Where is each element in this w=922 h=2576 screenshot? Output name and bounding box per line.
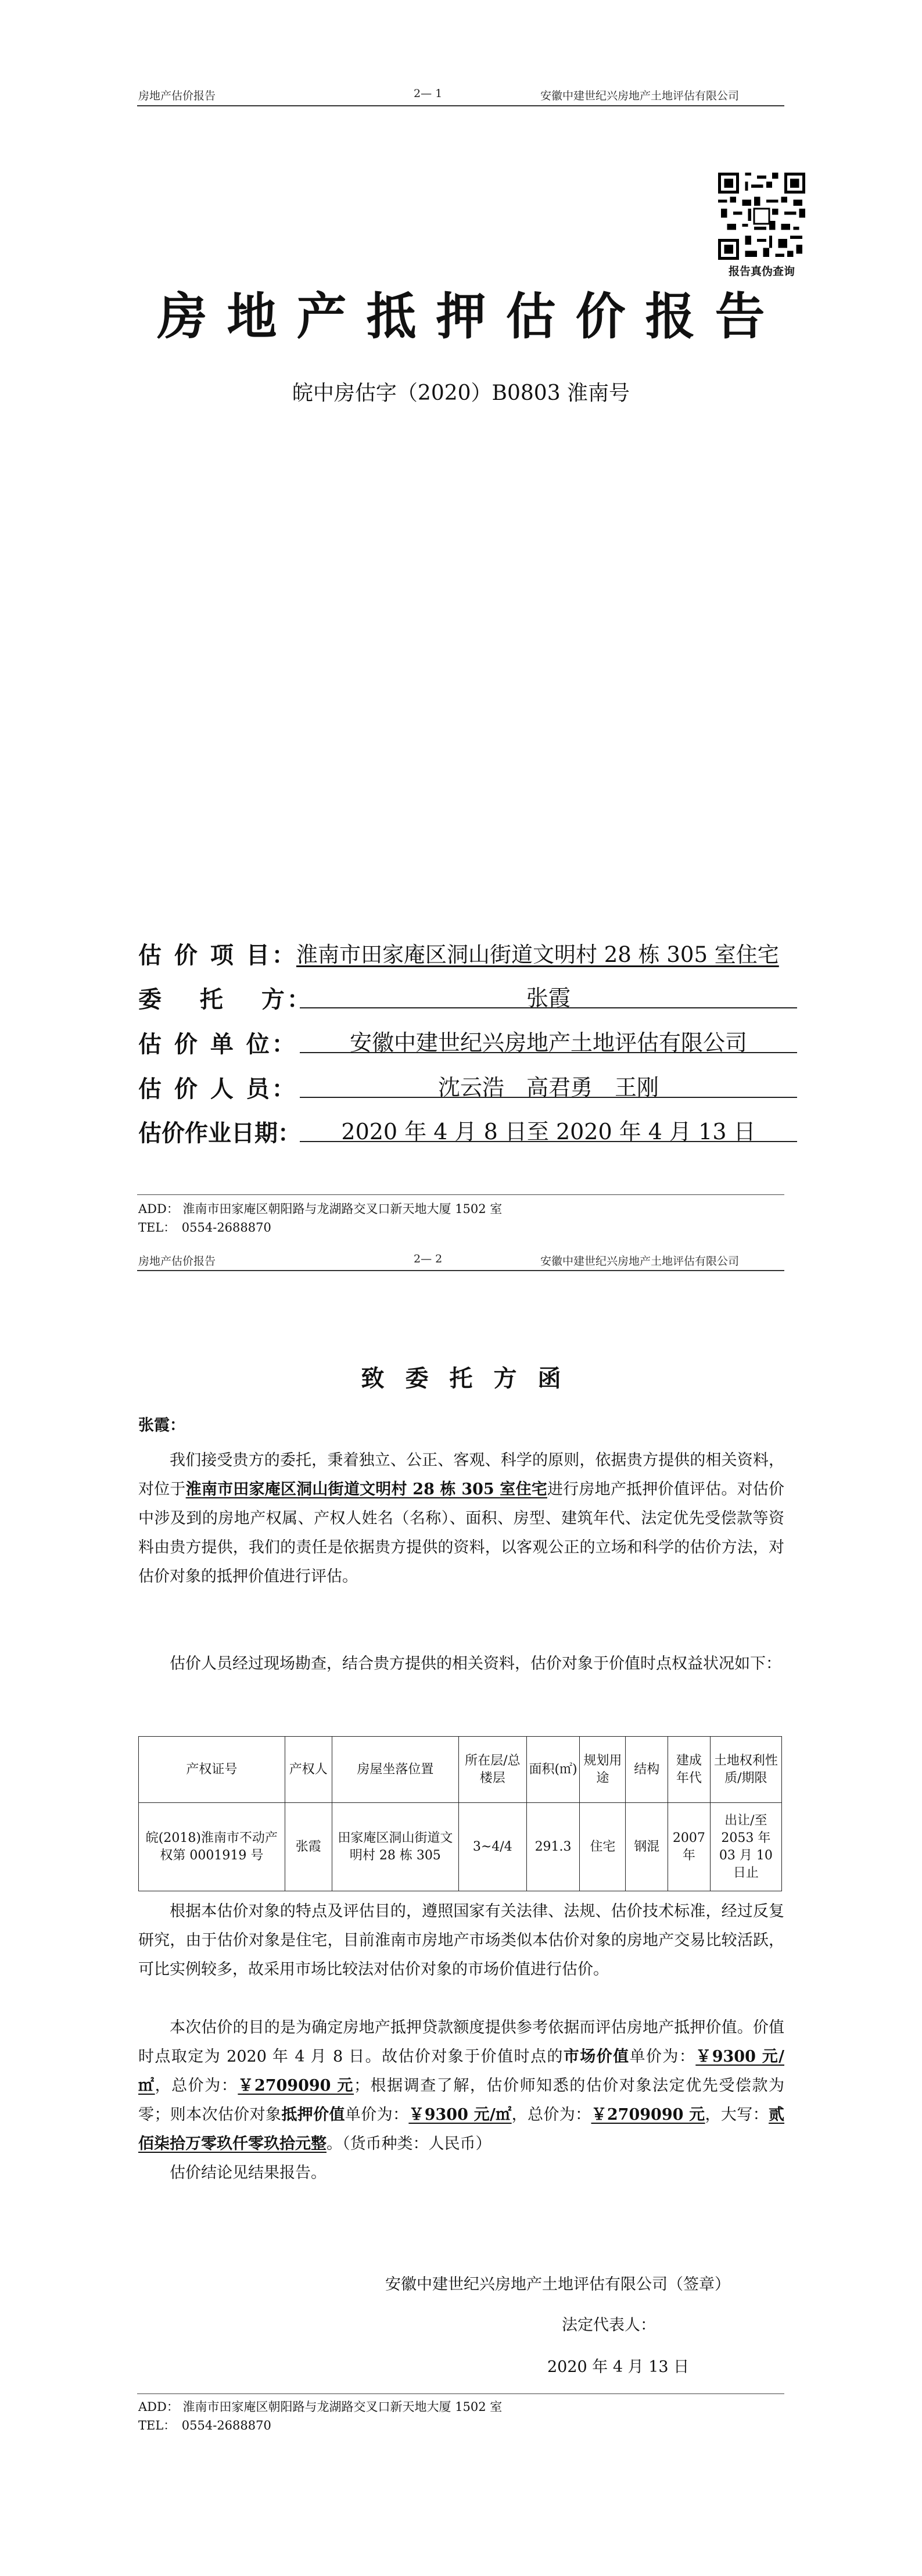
mortgage-total-price: ￥2709090 元 xyxy=(591,2106,705,2124)
p3-text: 根据本估价对象的特点及评估目的，遵照国家有关法律、法规、估价技术标准，经过反复研究，由于估价对象是住宅，目前淮南市房地产市场类似本估价对象的房地产交易比较活跃，可比实例较多，故采用市场比较法对估价对象的市场价值进行估价。 xyxy=(138,1902,784,1978)
table-cell: 291.3 xyxy=(526,1803,580,1891)
table-header-cell: 规划用途 xyxy=(580,1737,626,1803)
salutation: 张霞： xyxy=(138,1416,185,1434)
footer-address: ADD： 淮南市田家庵区朝阳路与龙湖路交叉口新天地大厦 1502 室 xyxy=(138,2400,503,2414)
appraisers-value: 沈云浩 高君勇 王刚 xyxy=(437,1075,659,1100)
header-left: 房地产估价报告 xyxy=(138,90,216,102)
date-value: 2020 年 4 月 8 日至 2020 年 4 月 13 日 xyxy=(341,1119,756,1144)
p4-text-e: 单价为： xyxy=(345,2106,409,2124)
table-cell: 住宅 xyxy=(580,1803,626,1891)
p4-text-a: 本次估价的目的是为确定房地产抵押贷款额度提供参考依据而评估房地产抵押价值。价值时点取定为 2020 年 4 月 8 日。故估价对象于价值时点的 xyxy=(138,2019,784,2066)
signature-legal-rep: 法定代表人： xyxy=(562,2316,656,2334)
table-cell: 3~4/4 xyxy=(458,1803,526,1891)
letter-title: 致委托方函 xyxy=(361,1365,582,1392)
report-title: 房地产抵押估价报告 xyxy=(157,287,785,346)
header-right: 安徽中建世纪兴房地产土地评估有限公司 xyxy=(540,1255,740,1268)
p2-text: 估价人员经过现场勘查，结合贵方提供的相关资料，估价对象于价值时点权益状况如下： xyxy=(170,1655,781,1673)
appraiser-org-label: 估 价 单 位： xyxy=(138,1031,297,1058)
table-header-cell: 土地权利性质/期限 xyxy=(710,1737,781,1803)
market-total-price: ￥2709090 元 xyxy=(238,2077,354,2095)
client-value: 张霞 xyxy=(526,985,571,1011)
project-label: 估 价 项 目： xyxy=(138,942,297,969)
property-table xyxy=(138,1736,782,1891)
footer-tel: TEL： 0554-2688870 xyxy=(138,1221,271,1235)
p4-text-h: 。（货币种类：人民币） xyxy=(327,2135,492,2153)
p4-text-c: ，总价为： xyxy=(155,2077,238,2095)
footer-rule xyxy=(137,1194,784,1195)
p4-text-d: ；根据调查了解，估价师知悉的估价对象法定优先受偿款为零；则本次估价对象 xyxy=(138,2077,785,2124)
table-header-cell: 产权证号 xyxy=(139,1737,285,1803)
footer-rule xyxy=(137,2393,784,2394)
table-row xyxy=(139,1803,782,1891)
paragraph-1 xyxy=(138,1446,784,1591)
paragraph-5 xyxy=(138,2159,784,2188)
p4-text-b: 单价为： xyxy=(629,2048,696,2066)
table-header-cell: 产权人 xyxy=(285,1737,332,1803)
table-header-cell: 建成年代 xyxy=(668,1737,711,1803)
p1-text-a: 我们接受贵方的委托，秉着独立、公正、客观、科学的原则，依据贵方提供的相关资料，对位于 xyxy=(138,1451,784,1498)
market-value-term: 市场价值 xyxy=(563,2048,630,2066)
appraisers-label: 估 价 人 员： xyxy=(138,1075,297,1103)
mortgage-value-term: 抵押价值 xyxy=(281,2106,345,2124)
appraiser-org-value: 安徽中建世纪兴房地产土地评估有限公司 xyxy=(349,1030,747,1056)
p1-text-c: 进行房地产抵押价值评估。对估价中涉及到的房地产权属、产权人姓名（名称）、面积、房型、建筑年代、法定优先受偿款等资料由贵方提供，我们的责任是依据贵方提供的资料，以客观公正的立场和科学的估价方法，对估价对象的抵押价值进行评估。 xyxy=(138,1480,785,1586)
appraiser-org-underline xyxy=(300,1052,797,1053)
table-header-row xyxy=(139,1737,782,1803)
property-address: 淮南市田家庵区洞山街道文明村 28 栋 305 室住宅 xyxy=(185,1480,547,1498)
mortgage-unit-price: ￥9300 元/㎡ xyxy=(408,2106,512,2124)
table-header-cell: 结构 xyxy=(626,1737,668,1803)
table-header-cell: 面积(㎡) xyxy=(526,1737,580,1803)
table-cell: 张霞 xyxy=(285,1803,332,1891)
amount-in-words: 贰佰柒拾万零玖仟零玖拾元整 xyxy=(138,2106,785,2153)
signature-date: 2020 年 4 月 13 日 xyxy=(547,2358,690,2376)
paragraph-2 xyxy=(138,1650,784,1679)
client-underline xyxy=(300,1007,797,1008)
signature-company: 安徽中建世纪兴房地产土地评估有限公司（签章） xyxy=(385,2276,730,2294)
p4-text-g: ，大写： xyxy=(705,2106,769,2124)
qr-code-icon[interactable] xyxy=(718,173,805,260)
paragraph-4 xyxy=(138,2013,784,2159)
header-right: 安徽中建世纪兴房地产土地评估有限公司 xyxy=(540,90,740,102)
table-cell: 田家庵区洞山街道文明村 28 栋 305 xyxy=(332,1803,458,1891)
project-value: 淮南市田家庵区洞山街道文明村 28 栋 305 室住宅 xyxy=(296,942,779,967)
table-cell: 钢混 xyxy=(626,1803,668,1891)
qr-caption: 报告真伪查询 xyxy=(728,265,795,278)
client-label: 委 托 方： xyxy=(138,986,313,1013)
header-left: 房地产估价报告 xyxy=(138,1255,216,1268)
table-cell: 2007 年 xyxy=(668,1803,711,1891)
header-page-number: 2— 2 xyxy=(414,1253,443,1265)
market-unit-price: ￥9300 元/㎡ xyxy=(138,2048,784,2095)
paragraph-3 xyxy=(138,1897,784,1984)
p4-text-f: ，总价为： xyxy=(511,2106,591,2124)
p5-text: 估价结论见结果报告。 xyxy=(170,2164,327,2182)
footer-tel: TEL： 0554-2688870 xyxy=(138,2418,271,2432)
report-number: 皖中房估字（2020）B0803 淮南号 xyxy=(292,381,630,405)
header-rule xyxy=(137,105,784,106)
table-cell: 皖(2018)淮南市不动产权第 0001919 号 xyxy=(139,1803,285,1891)
table-cell: 出让/至 2053 年 03 月 10 日止 xyxy=(710,1803,781,1891)
table-header-cell: 房屋坐落位置 xyxy=(332,1737,458,1803)
footer-address: ADD： 淮南市田家庵区朝阳路与龙湖路交叉口新天地大厦 1502 室 xyxy=(138,1202,503,1216)
header-rule xyxy=(137,1270,784,1271)
table-header-cell: 所在层/总楼层 xyxy=(458,1737,526,1803)
date-underline xyxy=(300,1141,797,1142)
appraisers-underline xyxy=(300,1097,797,1098)
header-page-number: 2— 1 xyxy=(414,87,443,100)
date-label: 估价作业日期： xyxy=(138,1119,301,1147)
